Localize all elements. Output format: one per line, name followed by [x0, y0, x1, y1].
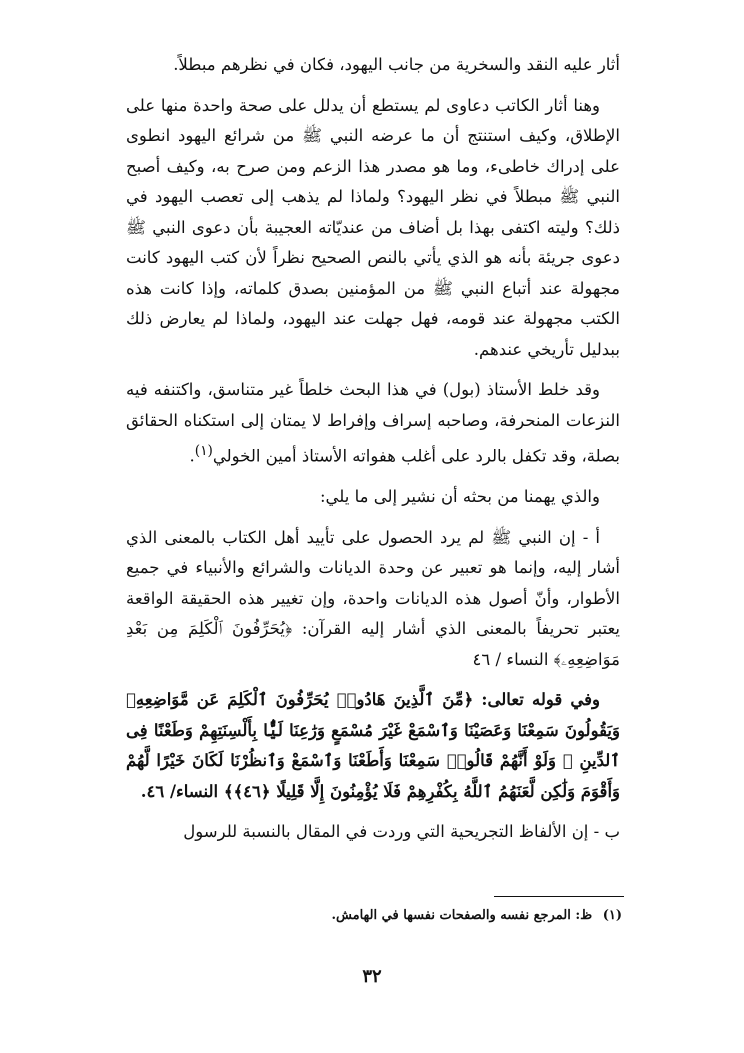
- paragraph-point-a: أ - إن النبي ﷺ لم يرد الحصول على تأييد أهل الكتاب بالمعنى الذي أشار إليه، وإنما هو تعبير عن وحدة الديانات والشرائع والأنبياء في جميع الأطوار، وأنّ أصول هذه الديانات واحدة، وإن تغيير هذه الحقيقة الواقعة يعتبر تحريفاً بالمعنى الذي أشار إليه القرآن: ﴿يُحَرِّفُونَ ٱلْكَلِمَ مِن بَعْدِ مَوَاضِعِهِۦ﴾ النساء / ٤٦: [126, 527, 620, 669]
- paragraph-quran-verse: وفي قوله تعالى: ﴿مِّنَ ٱلَّذِينَ هَادُوا۟ يُحَرِّفُونَ ٱلْكَلِمَ عَن مَّوَاضِعِهِۦ وَيَقُولُونَ سَمِعْنَا وَعَصَيْنَا وَٱسْمَعْ غَيْرَ مُسْمَعٍ وَرَٰعِنَا لَيًّۢا بِأَلْسِنَتِهِمْ وَطَعْنًا فِى ٱلدِّينِ ۚ وَلَوْ أَنَّهُمْ قَالُوا۟ سَمِعْنَا وَأَطَعْنَا وَٱسْمَعْ وَٱنظُرْنَا لَكَانَ خَيْرًا لَّهُمْ وَأَقْوَمَ وَلَٰكِن لَّعَنَهُمُ ٱللَّهُ بِكُفْرِهِمْ فَلَا يُؤْمِنُونَ إِلَّا قَلِيلًا ﴿٤٦﴾﴾ النساء/ ٤٦.: [126, 690, 620, 801]
- paragraph-points-intro: والذي يهمنا من بحثه أن نشير إلى ما يلي:: [319, 487, 600, 506]
- footnote-text: ظ: المرجع نفسه والصفحات نفسها في الهامش.: [331, 908, 593, 923]
- paragraph-point-b: ب - إن الألفاظ التجريحية التي وردت في المقال بالنسبة للرسول: [183, 822, 620, 841]
- paragraph-paul-text: وقد خلط الأستاذ (بول) في هذا البحث خلطاً غير متناسق، واكتنفه فيه النزعات المنحرفة، وصاحبه إسراف وإفراط لا يمتان إلى استكناه الحقائق بصلة، وقد تكفل بالرد على أغلب هفواته الأستاذ أمين الخولي: [126, 380, 620, 466]
- footnote-divider: [494, 896, 624, 897]
- footnote: [128, 905, 622, 927]
- main-text: [126, 50, 620, 858]
- footnote-marker: (١): [602, 908, 622, 923]
- paragraph-continuation: أثار عليه النقد والسخرية من جانب اليهود، فكان في نظرهم مبطلاً.: [173, 55, 620, 74]
- footnote-reference: (١): [194, 443, 213, 459]
- page-number: ٣٢: [362, 966, 382, 987]
- paragraph-claims: وهنا أثار الكاتب دعاوى لم يستطع أن يدلل على صحة واحدة منها على الإطلاق، وكيف استنتج أن ما عرضه النبي ﷺ من شرائع اليهود انطوى على إدراك خاطىء، وما هو مصدر هذا الزعم ومن صرح به، وكيف أصبح النبي ﷺ مبطلاً في نظر اليهود؟ ولماذا لم يذهب إلى تعصب اليهود في ذلك؟ وليته اكتفى بهذا بل أضاف من عنديّاته العجيبة بأن دعوى النبي ﷺ دعوى جريئة بأنه هو الذي يأتي بالنص الصحيح نظراً لأن كتب اليهود كانت مجهولة عند أتباع النبي ﷺ من المؤمنين بصدق كلماته، وإذا كانت هذه الكتب مجهولة عند قومه، فهل جهلت عند اليهود، ولماذا لم يعارض ذلك ببدليل تأريخي عندهم.: [126, 95, 620, 359]
- paragraph-paul: وقد خلط الأستاذ (بول) في هذا البحث خلطاً غير متناسق، واكتنفه فيه النزعات المنحرفة، وصاحبه إسراف وإفراط لا يمتان إلى استكناه الحقائق بصلة، وقد تكفل بالرد على أغلب هفواته الأستاذ أمين الخولي$^{(١)}$.: [126, 380, 620, 466]
